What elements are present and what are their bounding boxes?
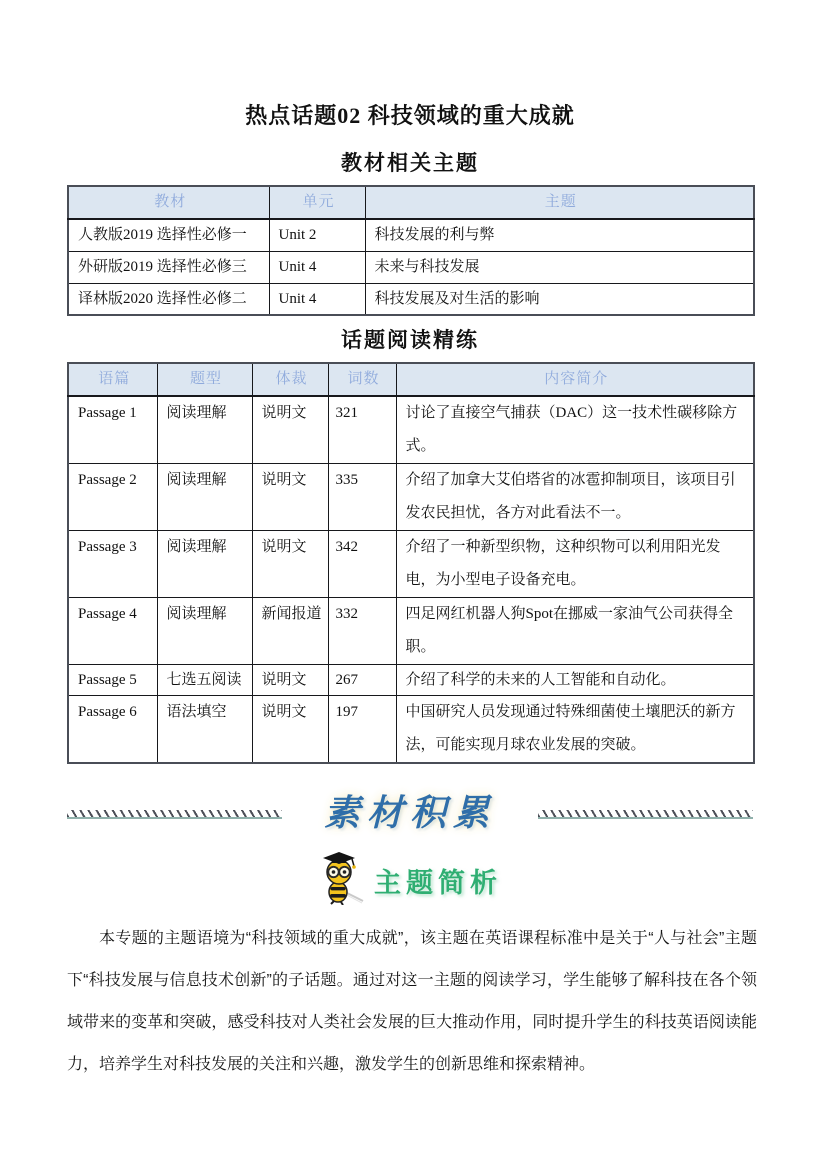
- table-header-row: [68, 186, 754, 219]
- table-row: [68, 251, 754, 283]
- cell-passage: Passage 4: [68, 598, 157, 665]
- cell-genre: 说明文: [252, 396, 328, 464]
- table-row: [68, 219, 754, 251]
- cell-question-type: 语法填空: [157, 696, 252, 764]
- table-row: [68, 598, 754, 665]
- cell-passage: Passage 5: [68, 665, 157, 696]
- cell-unit: Unit 2: [269, 219, 365, 251]
- cell-passage: Passage 6: [68, 696, 157, 764]
- cell-unit: Unit 4: [269, 251, 365, 283]
- column-header-passage: 语篇: [68, 363, 157, 396]
- material-banner: [67, 790, 753, 836]
- analysis-title: 主题简析: [374, 867, 502, 898]
- cell-question-type: 阅读理解: [157, 396, 252, 464]
- column-header-theme: 主题: [365, 186, 754, 219]
- textbook-table: [67, 185, 755, 316]
- column-header-summary: 内容简介: [396, 363, 754, 396]
- cell-question-type: 阅读理解: [157, 464, 252, 531]
- cell-word-count: 342: [328, 531, 396, 598]
- cell-passage: Passage 1: [68, 396, 157, 464]
- column-header-unit: 单元: [269, 186, 365, 219]
- cell-question-type: 七选五阅读: [157, 665, 252, 696]
- cell-textbook: 译林版2020 选择性必修二: [68, 283, 269, 315]
- cell-word-count: 267: [328, 665, 396, 696]
- table-header-row: [68, 363, 754, 396]
- cell-theme: 未来与科技发展: [365, 251, 754, 283]
- cell-summary: 中国研究人员发现通过特殊细菌使土壤肥沃的新方法，可能实现月球农业发展的突破。: [396, 696, 754, 764]
- column-header-genre: 体裁: [252, 363, 328, 396]
- hatch-line-right-decoration: [538, 810, 753, 819]
- cell-word-count: 197: [328, 696, 396, 764]
- cell-genre: 新闻报道: [252, 598, 328, 665]
- cell-theme: 科技发展及对生活的影响: [365, 283, 754, 315]
- table-row: [68, 464, 754, 531]
- analysis-paragraph: 本专题的主题语境为“科技领域的重大成就”，该主题在英语课程标准中是关于“人与社会”主题下“科技发展与信息技术创新”的子话题。通过对这一主题的阅读学习，学生能够了解科技在各个领域带来的变革和突破，感受科技对人类社会发展的巨大推动作用，同时提升学生的科技英语阅读能力，培养学生对科技发展的关注和兴趣，激发学生的创新思维和探索精神。: [67, 930, 757, 1073]
- cell-genre: 说明文: [252, 665, 328, 696]
- bee-graduate-icon: [318, 851, 364, 910]
- column-header-textbook: 教材: [68, 186, 269, 219]
- cell-word-count: 321: [328, 396, 396, 464]
- column-header-question-type: 题型: [157, 363, 252, 396]
- passage-table: [67, 362, 755, 764]
- cell-unit: Unit 4: [269, 283, 365, 315]
- cell-summary: 介绍了一种新型织物，这种织物可以利用阳光发电，为小型电子设备充电。: [396, 531, 754, 598]
- analysis-heading: [67, 852, 753, 908]
- table-row: [68, 696, 754, 764]
- cell-textbook: 人教版2019 选择性必修一: [68, 219, 269, 251]
- cell-genre: 说明文: [252, 464, 328, 531]
- cell-word-count: 332: [328, 598, 396, 665]
- cell-genre: 说明文: [252, 696, 328, 764]
- passage-section-title: 话题阅读精练: [341, 328, 479, 352]
- cell-summary: 讨论了直接空气捕获（DAC）这一技术性碳移除方式。: [396, 396, 754, 464]
- document-page: [67, 0, 757, 1086]
- cell-summary: 四足网红机器人狗Spot在挪威一家油气公司获得全职。: [396, 598, 754, 665]
- cell-summary: 介绍了科学的未来的人工智能和自动化。: [396, 665, 754, 696]
- cell-textbook: 外研版2019 选择性必修三: [68, 251, 269, 283]
- table-row: [68, 665, 754, 696]
- banner-title: 素材积累: [323, 793, 496, 833]
- cell-summary: 介绍了加拿大艾伯塔省的冰雹抑制项目，该项目引发农民担忧，各方对此看法不一。: [396, 464, 754, 531]
- cell-genre: 说明文: [252, 531, 328, 598]
- cell-theme: 科技发展的利与弊: [365, 219, 754, 251]
- cell-question-type: 阅读理解: [157, 531, 252, 598]
- cell-question-type: 阅读理解: [157, 598, 252, 665]
- table-row: [68, 531, 754, 598]
- table-row: [68, 396, 754, 464]
- textbook-section-title: 教材相关主题: [341, 151, 479, 175]
- cell-word-count: 335: [328, 464, 396, 531]
- cell-passage: Passage 3: [68, 531, 157, 598]
- table-row: [68, 283, 754, 315]
- page-title: 热点话题02 科技领域的重大成就: [245, 103, 575, 128]
- hatch-line-left-decoration: [67, 810, 282, 819]
- column-header-word-count: 词数: [328, 363, 396, 396]
- cell-passage: Passage 2: [68, 464, 157, 531]
